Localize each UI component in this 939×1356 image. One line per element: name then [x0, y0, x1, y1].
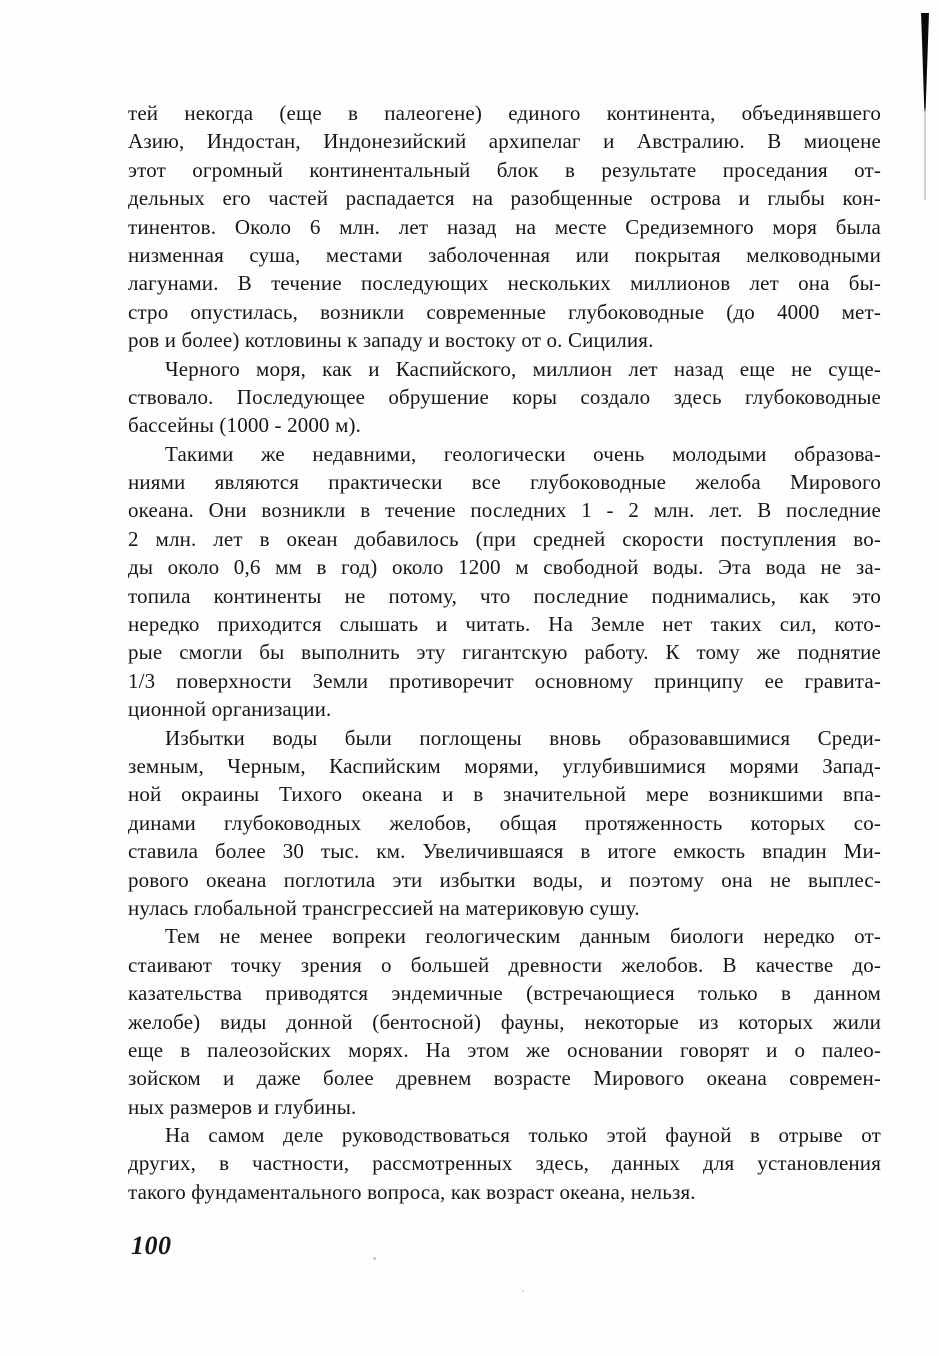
- text-line: динами глубоководных желобов, общая протяженность которых со-: [128, 810, 881, 835]
- text-line: бассейны (1000 - 2000 м).: [128, 413, 362, 438]
- paragraph-4: [128, 724, 881, 923]
- text-line: тей некогда (еще в палеогене) единого континента, объединявшего: [128, 101, 881, 125]
- text-line: ствовало. Последующее обрушение коры создало здесь глубоководные: [128, 384, 881, 409]
- text-line: На самом деле руководствоваться только этой фауной в отрыве от: [165, 1123, 881, 1148]
- text-line: низменная суша, местами заболоченная или покрытая мелководными: [128, 242, 881, 267]
- text-line: Такими же недавними, геологически очень молодыми образова-: [165, 441, 881, 466]
- text-line: стро опустилась, возникли современные глубоководные (до 4000 мет-: [128, 299, 881, 324]
- text-line: 1/3 поверхности Земли противоречит основному принципу ее гравита-: [128, 668, 881, 693]
- text-line: дельных его частей распадается на разобщенные острова и глыбы кон-: [128, 186, 881, 211]
- text-line: такого фундаментального вопроса, как возраст океана, нельзя.: [128, 1179, 696, 1204]
- text-line: Избытки воды были поглощены вновь образовавшимися Среди-: [165, 725, 881, 750]
- scan-speck: [522, 1290, 524, 1292]
- paragraph-6: [128, 1121, 881, 1206]
- paragraph-5: [128, 922, 881, 1121]
- scan-artifact-wedge-tail: [924, 108, 926, 200]
- text-line: океана. Они возникли в течение последних 1 - 2 млн. лет. В последние: [128, 498, 881, 523]
- text-line: желобе) виды донной (бентосной) фауны, некоторые из которых жили: [128, 1009, 881, 1034]
- text-line: стаивают точку зрения о большей древности желобов. В качестве до-: [128, 952, 881, 977]
- text-line: ды около 0,6 мм в год) около 1200 м свободной воды. Эта вода не за-: [128, 555, 881, 580]
- text-line: нередко приходится слышать и читать. На Земле нет таких сил, кото-: [128, 612, 881, 637]
- text-line: рового океана поглотила эти избытки воды, и поэтому она не выплес-: [128, 867, 881, 892]
- text-line: рые смогли бы выполнить эту гигантскую работу. К тому же поднятие: [128, 640, 881, 665]
- scan-speck: [373, 1257, 376, 1260]
- text-line: нулась глобальной трансгрессией на материковую сушу.: [128, 895, 640, 920]
- page-number: 100: [131, 1231, 172, 1260]
- text-line: еще в палеозойских морях. На этом же основании говорят и о палео-: [128, 1037, 881, 1062]
- text-line: земным, Черным, Каспийским морями, углубившимися морями Запад-: [128, 753, 881, 778]
- text-line: Азию, Индостан, Индонезийский архипелаг и Австралию. В миоцене: [128, 129, 881, 154]
- text-line: лагунами. В течение последующих нескольких миллионов лет она бы-: [128, 271, 881, 296]
- text-line: 2 млн. лет в океан добавилось (при средней скорости поступления во-: [128, 526, 881, 551]
- text-line: Тем не менее вопреки геологическим данным биологи нередко от-: [165, 924, 881, 949]
- text-line: ционной организации.: [128, 697, 332, 722]
- text-line: этот огромный континентальный блок в результате проседания от-: [128, 157, 881, 182]
- paragraph-1: [128, 99, 881, 355]
- text-line: тинентов. Около 6 млн. лет назад на месте Средиземного моря была: [128, 214, 881, 239]
- text-line: других, в частности, рассмотренных здесь, данных для установления: [128, 1151, 881, 1176]
- text-line: ной окраины Тихого океана и в значительной мере возникшими впа-: [128, 782, 881, 807]
- paragraph-3: [128, 440, 881, 724]
- text-line: Черного моря, как и Каспийского, миллион лет назад еще не суще-: [165, 356, 881, 381]
- text-line: ставила более 30 тыс. км. Увеличившаяся в итоге емкость впадин Ми-: [128, 839, 881, 864]
- text-line: казательства приводятся эндемичные (встречающиеся только в данном: [128, 981, 881, 1006]
- text-line: зойском и даже более древнем возрасте Мирового океана современ-: [128, 1066, 881, 1091]
- scan-artifact-wedge: [920, 13, 929, 111]
- text-line: ных размеров и глубины.: [128, 1094, 357, 1119]
- paragraph-2: [128, 355, 881, 440]
- text-line: ниями являются практически все глубоководные желоба Мирового: [128, 470, 881, 495]
- text-block: [128, 99, 881, 1206]
- text-line: топила континенты не потому, что последние поднимались, как это: [128, 583, 881, 608]
- text-line: ров и более) котловины к западу и востоку от о. Сицилия.: [128, 328, 654, 353]
